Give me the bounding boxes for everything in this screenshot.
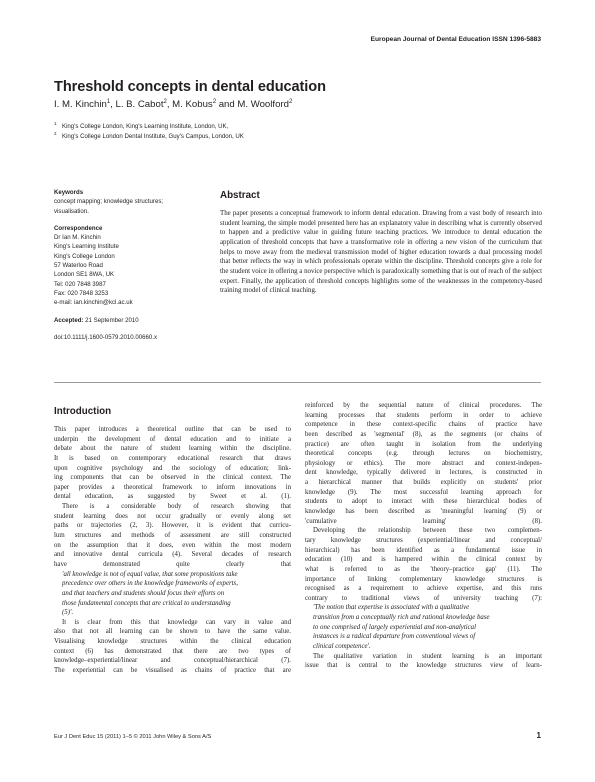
author-name: M. Kobus [172, 99, 213, 111]
text-line: 'cumulative learning' (8). [305, 517, 542, 525]
text-line: upon cognitive psychology and the sociology of education; link- [54, 464, 291, 472]
accepted-date: 21 September 2010 [85, 316, 139, 324]
abstract-text: The paper presents a conceptual framework to inform dental education. Drawing from a vast body of research into student learning, the simple model presented here has an explanatory value in describing what is currently observed to happen and a predictive value in guiding future teaching practices. We introduce to dental education the application of threshold concepts that have a transformative role in offering a new vision of the curriculum that helps to move away from the medieval transmission model of higher education towards a dual processing model that better reflects the way in which professionals operate within the discipline. Threshold concepts give a role for the student voice in offering a novice perspective which is paradoxically something that is out of reach of the subject expert. Finally, the application of threshold concepts highlights some of the weaknesses in the competency-based training model of clinical teaching. [220, 210, 542, 295]
text-line: instances is a radical departure from conventional views of [313, 633, 476, 641]
text-line: (5)'. [62, 609, 74, 617]
keywords-line: visualisation. [54, 207, 89, 215]
left-column [54, 425, 291, 676]
text-line: on the assumption that it does, even within the most modern [54, 541, 291, 549]
text-line: students to adopt to interact with these hierarchical bodies of [305, 498, 542, 506]
correspondence-line: London SE1 8WA, UK [54, 271, 115, 279]
affiliation-text: King's College London Dental Institute, Guy's Campus, London, UK [62, 133, 244, 141]
text-line: tary knowledge structures (experiential/linear and conceptual/ [305, 536, 542, 544]
affiliation-1 [54, 121, 228, 130]
text-line: knowledge has been described as 'meaningful learning' (9) or [305, 508, 542, 516]
text-line: hierarchical) has been identified as a fundamental issue in [305, 546, 542, 554]
email-link[interactable]: e-mail: ian.kinchin@kcl.ac.uk [54, 299, 133, 307]
keywords-line: concept mapping; knowledge structures; [54, 198, 164, 206]
text-line: what is referred to as the 'theory–practice gap' (11). The [305, 565, 542, 573]
text-line: It is based on contemporary educational research that draws [54, 454, 291, 462]
accepted-label: Accepted: [54, 316, 84, 324]
author-name: L. B. Cabot [115, 99, 164, 111]
doi-link[interactable]: doi:10.1111/j.1600-0579.2010.00660.x [54, 333, 158, 341]
correspondence-line: King's College London [54, 252, 115, 260]
text-line: There is a considerable body of research showing that [62, 503, 291, 511]
text-line: knowledge (9). The most successful learning approach for [305, 488, 542, 496]
footer-citation: Eur J Dent Educ 15 (2011) 1–5 © 2011 John Wiley & Sons A/S [54, 734, 212, 740]
text-line: importance of linking complementary knowledge structures is [305, 575, 542, 583]
text-line: This paper introduces a theoretical outline that can be used to [54, 426, 291, 433]
journal-header: European Journal of Dental Education ISSN 1396-5883 [370, 36, 541, 43]
text-line: have demonstrated quite clearly that [54, 560, 291, 568]
text-line: competence in these context-specific chains of practice have [305, 421, 542, 429]
affiliation-marker: 2 [163, 99, 167, 105]
correspondence-line: Dr Ian M. Kinchin [54, 234, 101, 242]
text-line: been described as 'segmental' (8), as the segments (or chains of [305, 430, 542, 438]
text-line: Visualising knowledge structures within the clinical education [54, 638, 291, 646]
text-line: to one comprised of largely experiential and non-analytical [313, 623, 477, 631]
text-line: The experiential can be visualised as chains of practice that are [54, 667, 291, 675]
text-line: precedence over others in the knowledge frameworks of experts, [62, 580, 238, 588]
author-separator: , [110, 99, 113, 111]
text-line: student learning does not occur gradually or evenly along set [54, 512, 291, 520]
correspondence-block [54, 224, 204, 308]
paper-title: Threshold concepts in dental education [54, 79, 326, 95]
correspondence-line: 57 Waterloo Road [54, 262, 103, 270]
text-line: The qualitative variation in student learning is an important [313, 652, 542, 660]
affiliation-marker: 1 [106, 99, 111, 105]
text-line: dental education, as suggested by Sweet et al. (1). [54, 493, 291, 501]
author-separator: , [166, 99, 170, 111]
affiliation-2 [54, 131, 244, 140]
text-line: physiology or ethics). The more abstract and context-indepen- [305, 459, 542, 467]
affiliation-text: King's College London, King's Learning Institute, London, UK, [62, 123, 229, 131]
keywords-block [54, 188, 204, 216]
author-list [54, 99, 292, 110]
correspondence-line: Fax: 020 7848 3253 [54, 289, 109, 297]
page-number: 1 [536, 731, 541, 740]
correspondence-line: Tel: 020 7848 3987 [54, 280, 106, 288]
text-line: debate about the nature of student learning within the discipline. [54, 445, 291, 453]
text-line: contrary to traditional views of university teaching (7): [305, 594, 542, 602]
text-line: Developing the relationship between these two complemen- [313, 527, 542, 535]
right-column [305, 401, 542, 671]
text-line: a hierarchical manner that builds explicitly on students' prior [305, 479, 542, 487]
abstract-heading: Abstract [220, 190, 260, 201]
text-line: practice) are often taught in isolation from the underlying [305, 440, 542, 448]
text-line: dent knowledge, typically delivered in lectures, is constructed in [305, 469, 542, 477]
affiliation-marker: 2 [212, 99, 217, 105]
doi-block [54, 333, 204, 342]
text-line: and innovative dental curricula (4). Several decades of research [54, 551, 291, 559]
text-line: underpin the development of dental education and to initiate a [54, 435, 291, 443]
section-divider [54, 382, 541, 383]
text-line: transition from a conceptually rich and rational knowledge base [313, 614, 490, 622]
text-line: also that not all learning can be shown to have the same value. [54, 628, 291, 636]
author-name: I. M. Kinchin [54, 99, 107, 111]
text-line: those fundamental concepts that are critical to understanding [62, 599, 231, 607]
text-line: recognised as a requirement to achieve expertise, and this runs [305, 585, 542, 593]
affiliation-number: 2 [54, 131, 57, 136]
article-meta [54, 188, 204, 350]
text-line: and that teachers and students should focus their efforts on [62, 589, 225, 597]
text-line: context (6) has demonstrated that there are two types of [54, 647, 291, 655]
text-line: theoretical concepts (e.g. through lectures on biochemistry, [305, 450, 542, 458]
introduction-heading: Introduction [54, 406, 112, 417]
affiliation-marker: 2 [288, 99, 293, 105]
affiliation-number: 1 [54, 121, 57, 126]
text-line: issue that is central to the knowledge structures view of learn- [305, 662, 542, 670]
text-line: paths or trajectories (2, 3). However, it is evident that curricu- [54, 522, 291, 530]
accepted-block [54, 316, 204, 325]
text-line: lum structures and methods of assessment are still constructed [54, 532, 291, 540]
text-line: ing components that can be observed in the clinical context. The [54, 474, 291, 482]
text-line: It is clear from this that knowledge can vary in value and [62, 618, 291, 626]
correspondence-line: King's Learning Institute [54, 243, 119, 251]
text-line: knowledge–experiential/linear and conceptual/hierarchical (7). [54, 657, 291, 665]
text-line: 'all knowledge is not of equal value, that some propositions take [62, 570, 238, 578]
text-line: education (10) and is hampered within the clinical context by [305, 556, 542, 564]
text-line: paper provides a theoretical framework to inform innovations in [54, 483, 291, 491]
text-line: reinforced by the sequential nature of clinical procedures. The [305, 402, 542, 409]
keywords-heading: Keywords [54, 189, 84, 196]
correspondence-heading: Correspondence [54, 224, 103, 232]
text-line: learning processes that students perform in order to achieve [305, 411, 542, 419]
text-line: clinical competence'. [313, 643, 371, 651]
text-line: 'The notion that expertise is associated with a qualitative [313, 604, 470, 612]
author-name: and M. Woolford [218, 99, 289, 111]
